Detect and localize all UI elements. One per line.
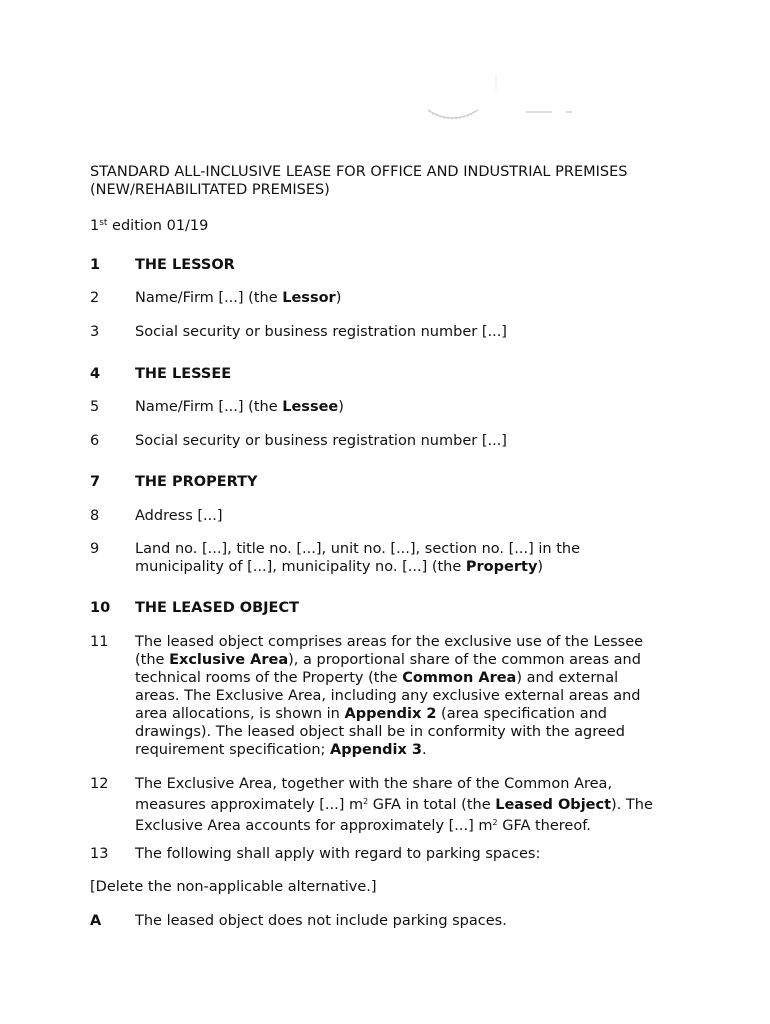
clause-text: Address [...] — [135, 508, 223, 524]
clause-line — [135, 558, 690, 576]
clause-line — [135, 741, 690, 759]
clause-number: 6 — [90, 433, 100, 449]
clause-line — [135, 814, 690, 835]
clause-number: 3 — [90, 324, 100, 340]
clause-text — [135, 289, 690, 307]
clause-line: areas. The Exclusive Area, including any exclusive external areas and — [135, 688, 641, 704]
clause-text-pre: Name/Firm [...] (the — [135, 399, 283, 415]
clause-text-pre: (the — [135, 652, 170, 668]
section-number: 10 — [90, 600, 111, 616]
clause-line: Land no. [...], title no. [...], unit no. [...], section no. [...] in the — [135, 541, 581, 557]
clause-number: 9 — [90, 541, 100, 557]
editorial-note: [Delete the non-applicable alternative.] — [90, 879, 377, 895]
clause-text-pre: Exclusive Area accounts for approximately [...] m — [135, 818, 493, 834]
defined-term-lessee: Lessee — [282, 399, 339, 415]
clause-text: Social security or business registration number [...] — [135, 324, 507, 340]
appendix-2-reference: Appendix 2 — [344, 706, 437, 722]
alternative-label: A — [90, 913, 102, 929]
clause-line — [135, 793, 690, 814]
defined-term-property: Property — [465, 559, 538, 575]
section-title: THE PROPERTY — [135, 474, 258, 490]
clause-text: Social security or business registration number [...] — [135, 433, 507, 449]
section-title: THE LESSEE — [135, 366, 232, 382]
clause-number: 11 — [90, 634, 109, 650]
clause-text — [135, 398, 690, 416]
section-number: 4 — [90, 366, 101, 382]
clause-text-pre: technical rooms of the Property (the — [135, 670, 403, 686]
clause-line: The Exclusive Area, together with the share of the Common Area, — [135, 776, 613, 792]
clause-line: The leased object comprises areas for the exclusive use of the Lessee — [135, 634, 644, 650]
section-number: 1 — [90, 257, 101, 273]
clause-text-pre: measures approximately [...] m — [135, 797, 364, 813]
clause-text-post: ) and external — [516, 670, 619, 686]
section-title: THE LESSOR — [135, 257, 235, 273]
clause-line — [135, 705, 690, 723]
defined-term-exclusive-area: Exclusive Area — [169, 652, 289, 668]
clause-line — [135, 669, 690, 687]
clause-text-pre: municipality of [...], municipality no. [...] (the — [135, 559, 466, 575]
clause-text-mid: GFA in total (the — [368, 797, 496, 813]
title-line-2: (NEW/REHABILITATED PREMISES) — [90, 182, 330, 198]
clause-text-post: . — [422, 742, 427, 758]
clause-text-post: GFA thereof. — [497, 818, 591, 834]
title-line-1: STANDARD ALL-INCLUSIVE LEASE FOR OFFICE AND INDUSTRIAL PREMISES — [90, 164, 628, 180]
clause-number: 8 — [90, 508, 100, 524]
clause-text-post: ) — [537, 559, 544, 575]
clause-number: 5 — [90, 399, 100, 415]
clause-text — [135, 633, 690, 759]
clause-text-post: ) — [335, 290, 342, 306]
clause-text-pre: Name/Firm [...] (the — [135, 290, 283, 306]
clause-number: 2 — [90, 290, 100, 306]
section-title: THE LEASED OBJECT — [135, 600, 299, 616]
clause-line — [135, 651, 690, 669]
defined-term-lessor: Lessor — [282, 290, 336, 306]
clause-text-pre: area allocations, is shown in — [135, 706, 345, 722]
clause-text — [135, 540, 690, 576]
edition-line — [90, 214, 208, 235]
clause-text-post: (area specification and — [436, 706, 607, 722]
edition-date: edition 01/19 — [107, 218, 209, 234]
clause-text — [135, 775, 690, 835]
clause-text-pre: requirement specification; — [135, 742, 331, 758]
defined-term-common-area: Common Area — [402, 670, 517, 686]
edition-number: 1 — [90, 218, 100, 234]
clause-number: 12 — [90, 776, 109, 792]
clause-9 — [90, 540, 690, 576]
section-number: 7 — [90, 474, 101, 490]
faint-seal-logo — [420, 66, 590, 126]
clause-11 — [90, 633, 690, 759]
alternative-text: The leased object does not include parking spaces. — [135, 913, 507, 929]
superscript: 2 — [492, 818, 498, 827]
appendix-3-reference: Appendix 3 — [330, 742, 423, 758]
edition-ordinal: st — [99, 218, 108, 228]
document-title — [90, 163, 710, 199]
superscript: 2 — [363, 797, 369, 806]
clause-text: The following shall apply with regard to parking spaces: — [135, 846, 541, 862]
clause-line: drawings). The leased object shall be in conformity with the agreed — [135, 724, 625, 740]
defined-term-leased-object: Leased Object — [495, 797, 612, 813]
clause-text-post: ), a proportional share of the common areas and — [288, 652, 641, 668]
clause-number: 13 — [90, 846, 109, 862]
clause-text-post: ) — [338, 399, 344, 415]
clause-12 — [90, 775, 690, 834]
clause-text-post: ). The — [611, 797, 653, 813]
